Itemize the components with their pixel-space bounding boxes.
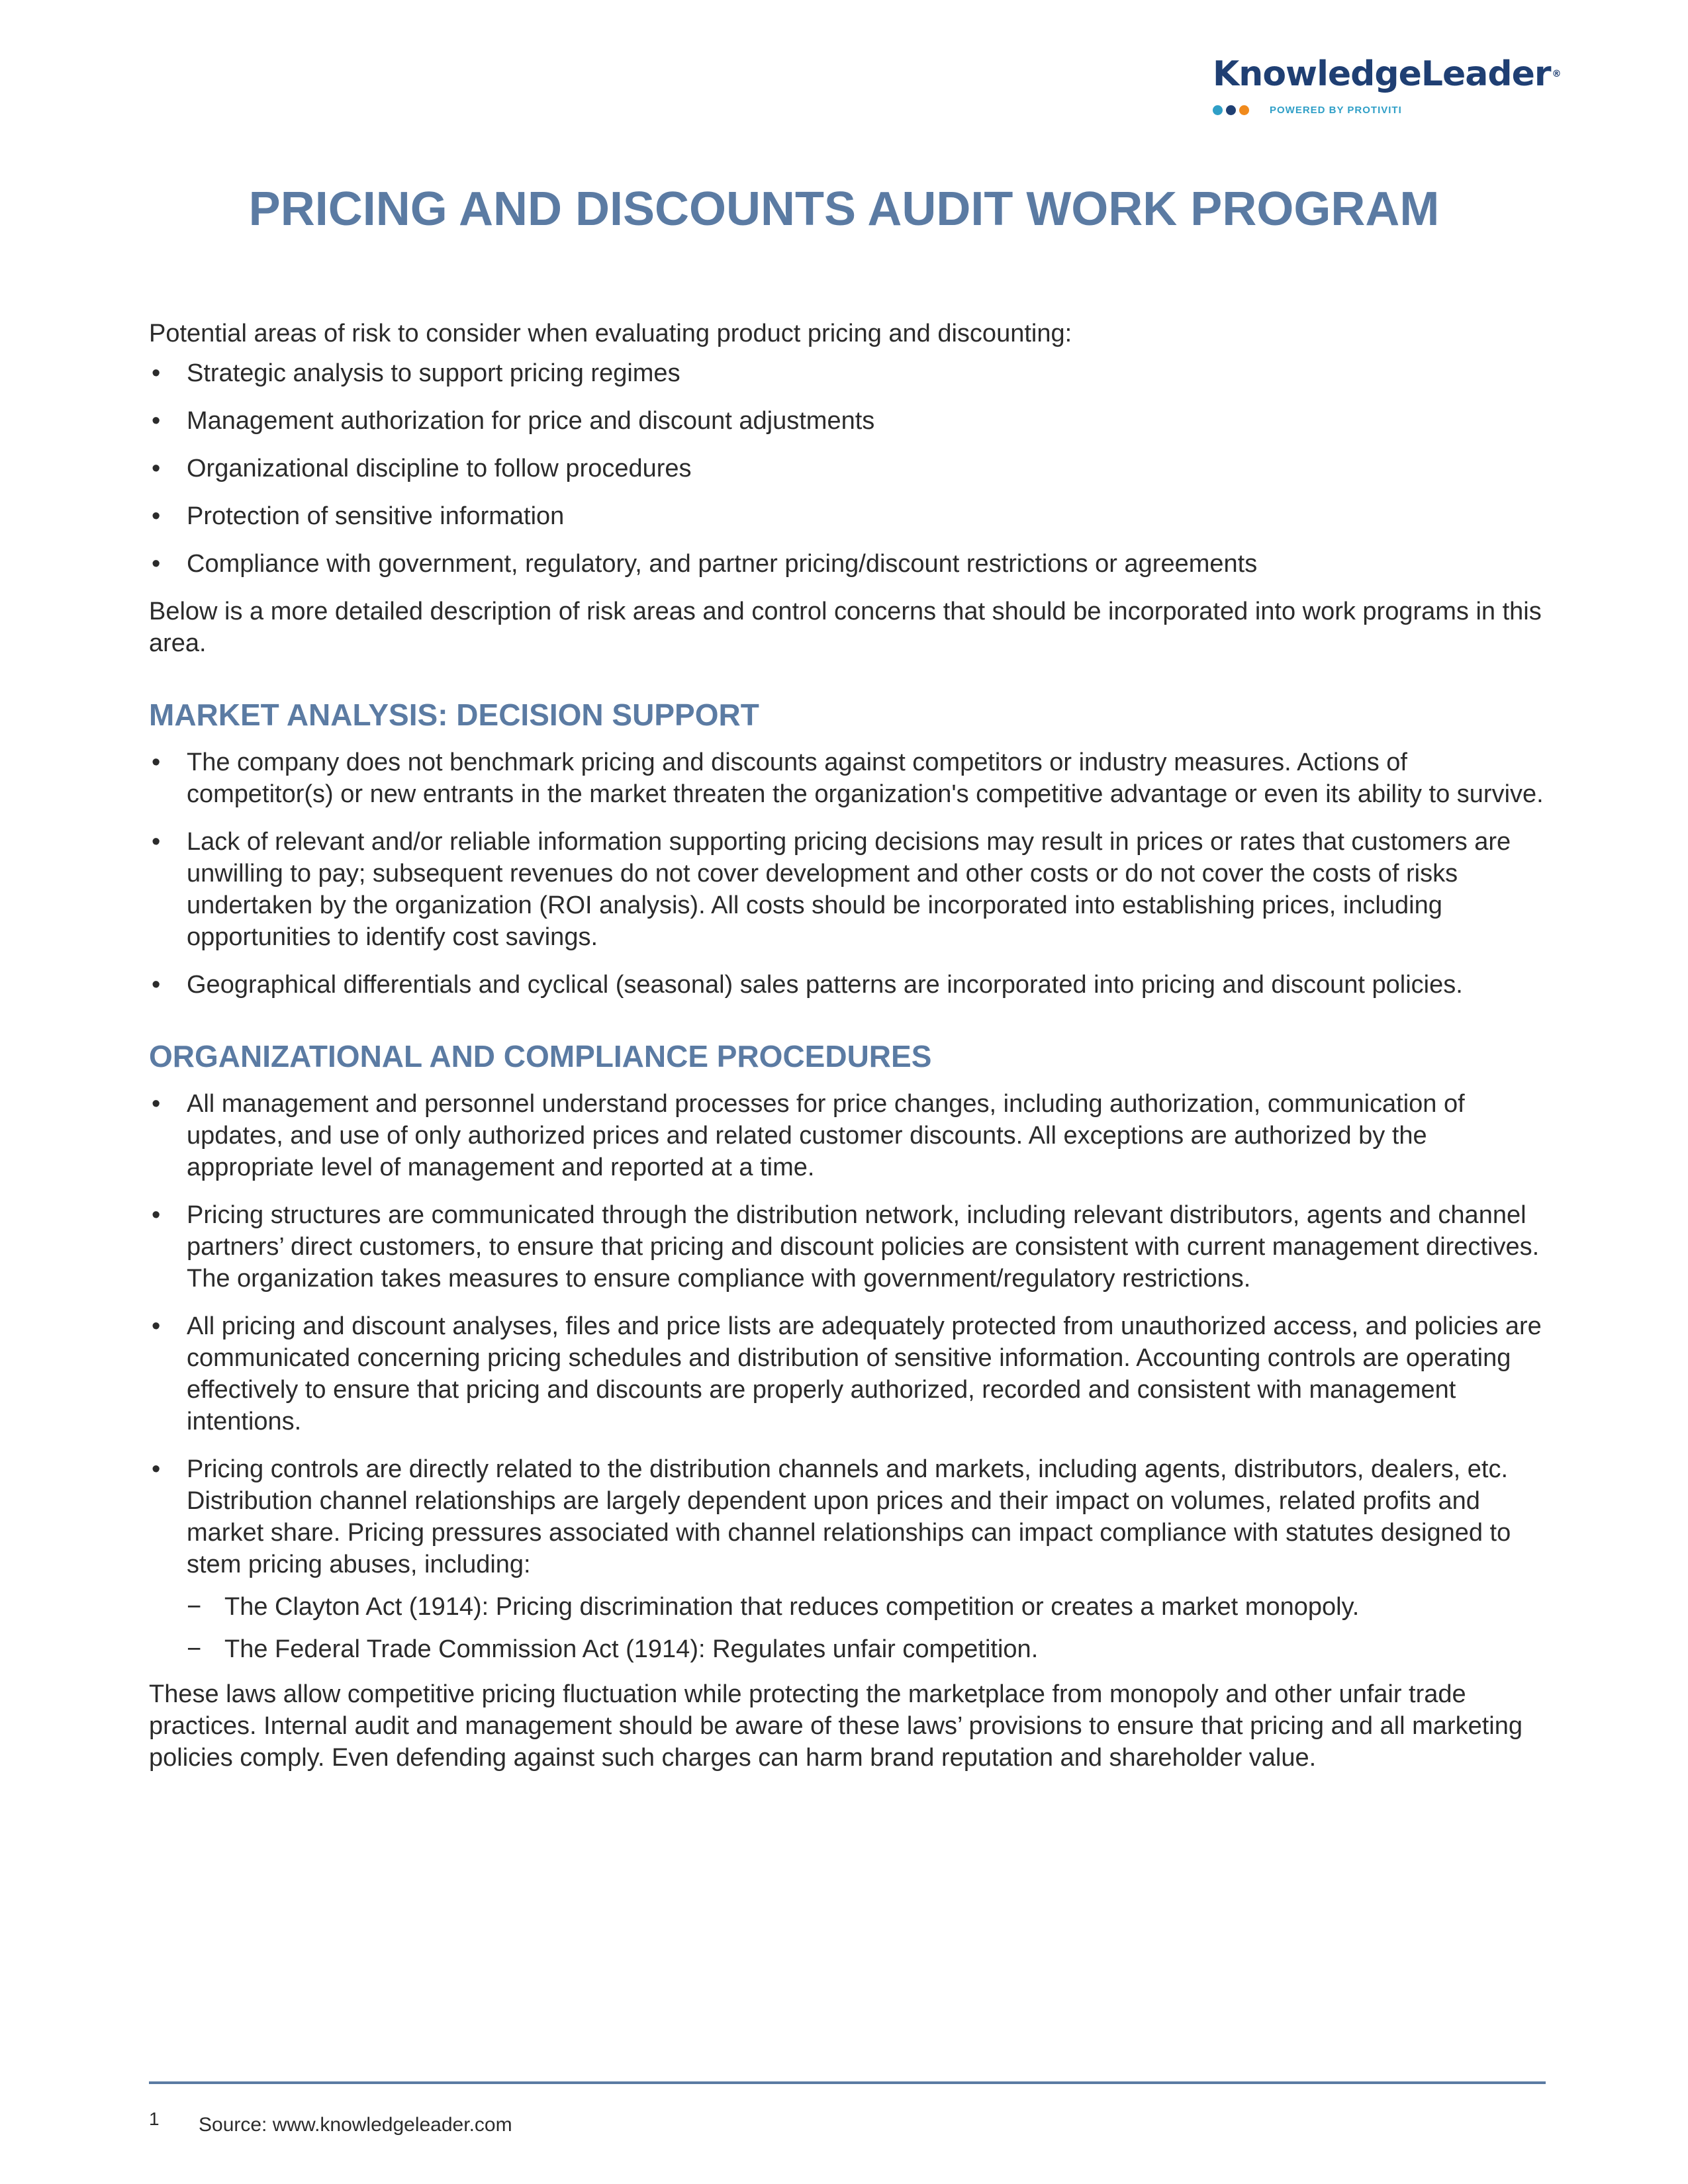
bullet-icon: • [152, 1201, 161, 1229]
footer-divider [149, 2081, 1546, 2084]
logo-tagline: POWERED BY PROTIVITI [1270, 104, 1402, 116]
market-analysis-list [149, 747, 1546, 1001]
list-item: • Geographical differentials and cyclical (seasonal) sales patterns are incorporated into pricing and discount policies. [149, 969, 1546, 1001]
bullet-icon: • [152, 1312, 161, 1340]
knowledgeleader-logo [1213, 54, 1561, 127]
bullet-icon: • [152, 455, 161, 482]
bullet-icon: • [152, 1455, 161, 1483]
logo-dot-icon [1226, 105, 1236, 115]
section-heading-organizational-compliance: ORGANIZATIONAL AND COMPLIANCE PROCEDURES [149, 1039, 932, 1073]
list-item: • Protection of sensitive information [149, 500, 1546, 532]
intro-lead: Potential areas of risk to consider when evaluating product pricing and discounting: [149, 320, 1072, 347]
footnote-number: 1 [149, 2109, 160, 2129]
list-item: • Pricing structures are communicated through the distribution network, including relevant distributors, agents and channel partners’ direct customers, to ensure that pricing and discount policies are consistent with current management directives. The organization takes measures to ensure compliance with government/regulatory restrictions. [149, 1199, 1546, 1295]
logo-dot-icon [1239, 105, 1249, 115]
list-item: • The company does not benchmark pricing and discounts against competitors or industry measures. Actions of competitor(s) or new entrants in the market threaten the organization's competitive advantage or even its ability to survive. [149, 747, 1546, 810]
list-item: • Lack of relevant and/or reliable information supporting pricing decisions may result in prices or rates that customers are unwilling to pay; subsequent revenues do not cover development and other costs or do not cover the costs of risks undertaken by the organization (ROI analysis). All costs should be incorporated into establishing prices, including opportunities to identify cost savings. [149, 826, 1546, 953]
dash-icon: − [187, 1593, 202, 1621]
list-item: • Management authorization for price and discount adjustments [149, 405, 1546, 437]
section-heading-market-analysis: MARKET ANALYSIS: DECISION SUPPORT [149, 698, 759, 732]
bullet-icon: • [152, 502, 161, 530]
risk-area-list [149, 357, 1546, 580]
document-body [149, 318, 1546, 1774]
statute-list [187, 1591, 1546, 1665]
bullet-icon: • [152, 749, 161, 776]
logo-registered-mark: ® [1552, 69, 1561, 79]
bullet-icon: • [152, 359, 161, 387]
list-item: • Organizational discipline to follow procedures [149, 453, 1546, 484]
logo-wordmark: KnowledgeLeader [1213, 54, 1551, 94]
bullet-icon: • [152, 971, 161, 999]
list-item: − The Federal Trade Commission Act (1914): Regulates unfair competition. [187, 1633, 1546, 1665]
closing-paragraph: These laws allow competitive pricing fluctuation while protecting the marketplace from monopoly and other unfair trade practices. Internal audit and management should be aware of these laws’ provisions to ensure that pricing and all marketing policies comply. Even defending against such charges can harm brand reputation and shareholder value. [149, 1680, 1523, 1772]
list-item: • Pricing controls are directly related to the distribution channels and markets, including agents, distributors, dealers, etc. Distribution channel relationships are largely dependent upon prices and their impact on volumes, related profits and market share. Pricing pressures associated with channel relationships can impact compliance with statutes designed to stem pricing abuses, including: − The Clayton Act (1914): Pricing discrimination that reduces competition or creates a market monopoly. − The Federal Trade Commission Act (1914): Regulates unfair competition. [149, 1453, 1546, 1665]
bullet-icon: • [152, 550, 161, 578]
logo-dot-icon [1213, 105, 1223, 115]
document-title: PRICING AND DISCOUNTS AUDIT WORK PROGRAM [248, 183, 1440, 236]
list-item: • Strategic analysis to support pricing regimes [149, 357, 1546, 389]
dash-icon: − [187, 1635, 202, 1663]
intro-closing: Below is a more detailed description of risk areas and control concerns that should be incorporated into work programs in this area. [149, 598, 1542, 657]
list-item: • All management and personnel understand processes for price changes, including authorization, communication of updates, and use of only authorized prices and related customer discounts. All exceptions are authorized by the appropriate level of management and reported at a time. [149, 1088, 1546, 1183]
bullet-icon: • [152, 828, 161, 856]
footer-source: Source: www.knowledgeleader.com [199, 2114, 512, 2136]
organizational-compliance-list [149, 1088, 1546, 1665]
bullet-icon: • [152, 407, 161, 435]
list-item: • Compliance with government, regulatory, and partner pricing/discount restrictions or agreements [149, 548, 1546, 580]
list-item: − The Clayton Act (1914): Pricing discrimination that reduces competition or creates a market monopoly. [187, 1591, 1546, 1623]
bullet-icon: • [152, 1090, 161, 1118]
list-item: • All pricing and discount analyses, files and price lists are adequately protected from unauthorized access, and policies are communicated concerning pricing schedules and distribution of sensitive information. Accounting controls are operating effectively to ensure that pricing and discounts are properly authorized, recorded and consistent with management intentions. [149, 1310, 1546, 1437]
